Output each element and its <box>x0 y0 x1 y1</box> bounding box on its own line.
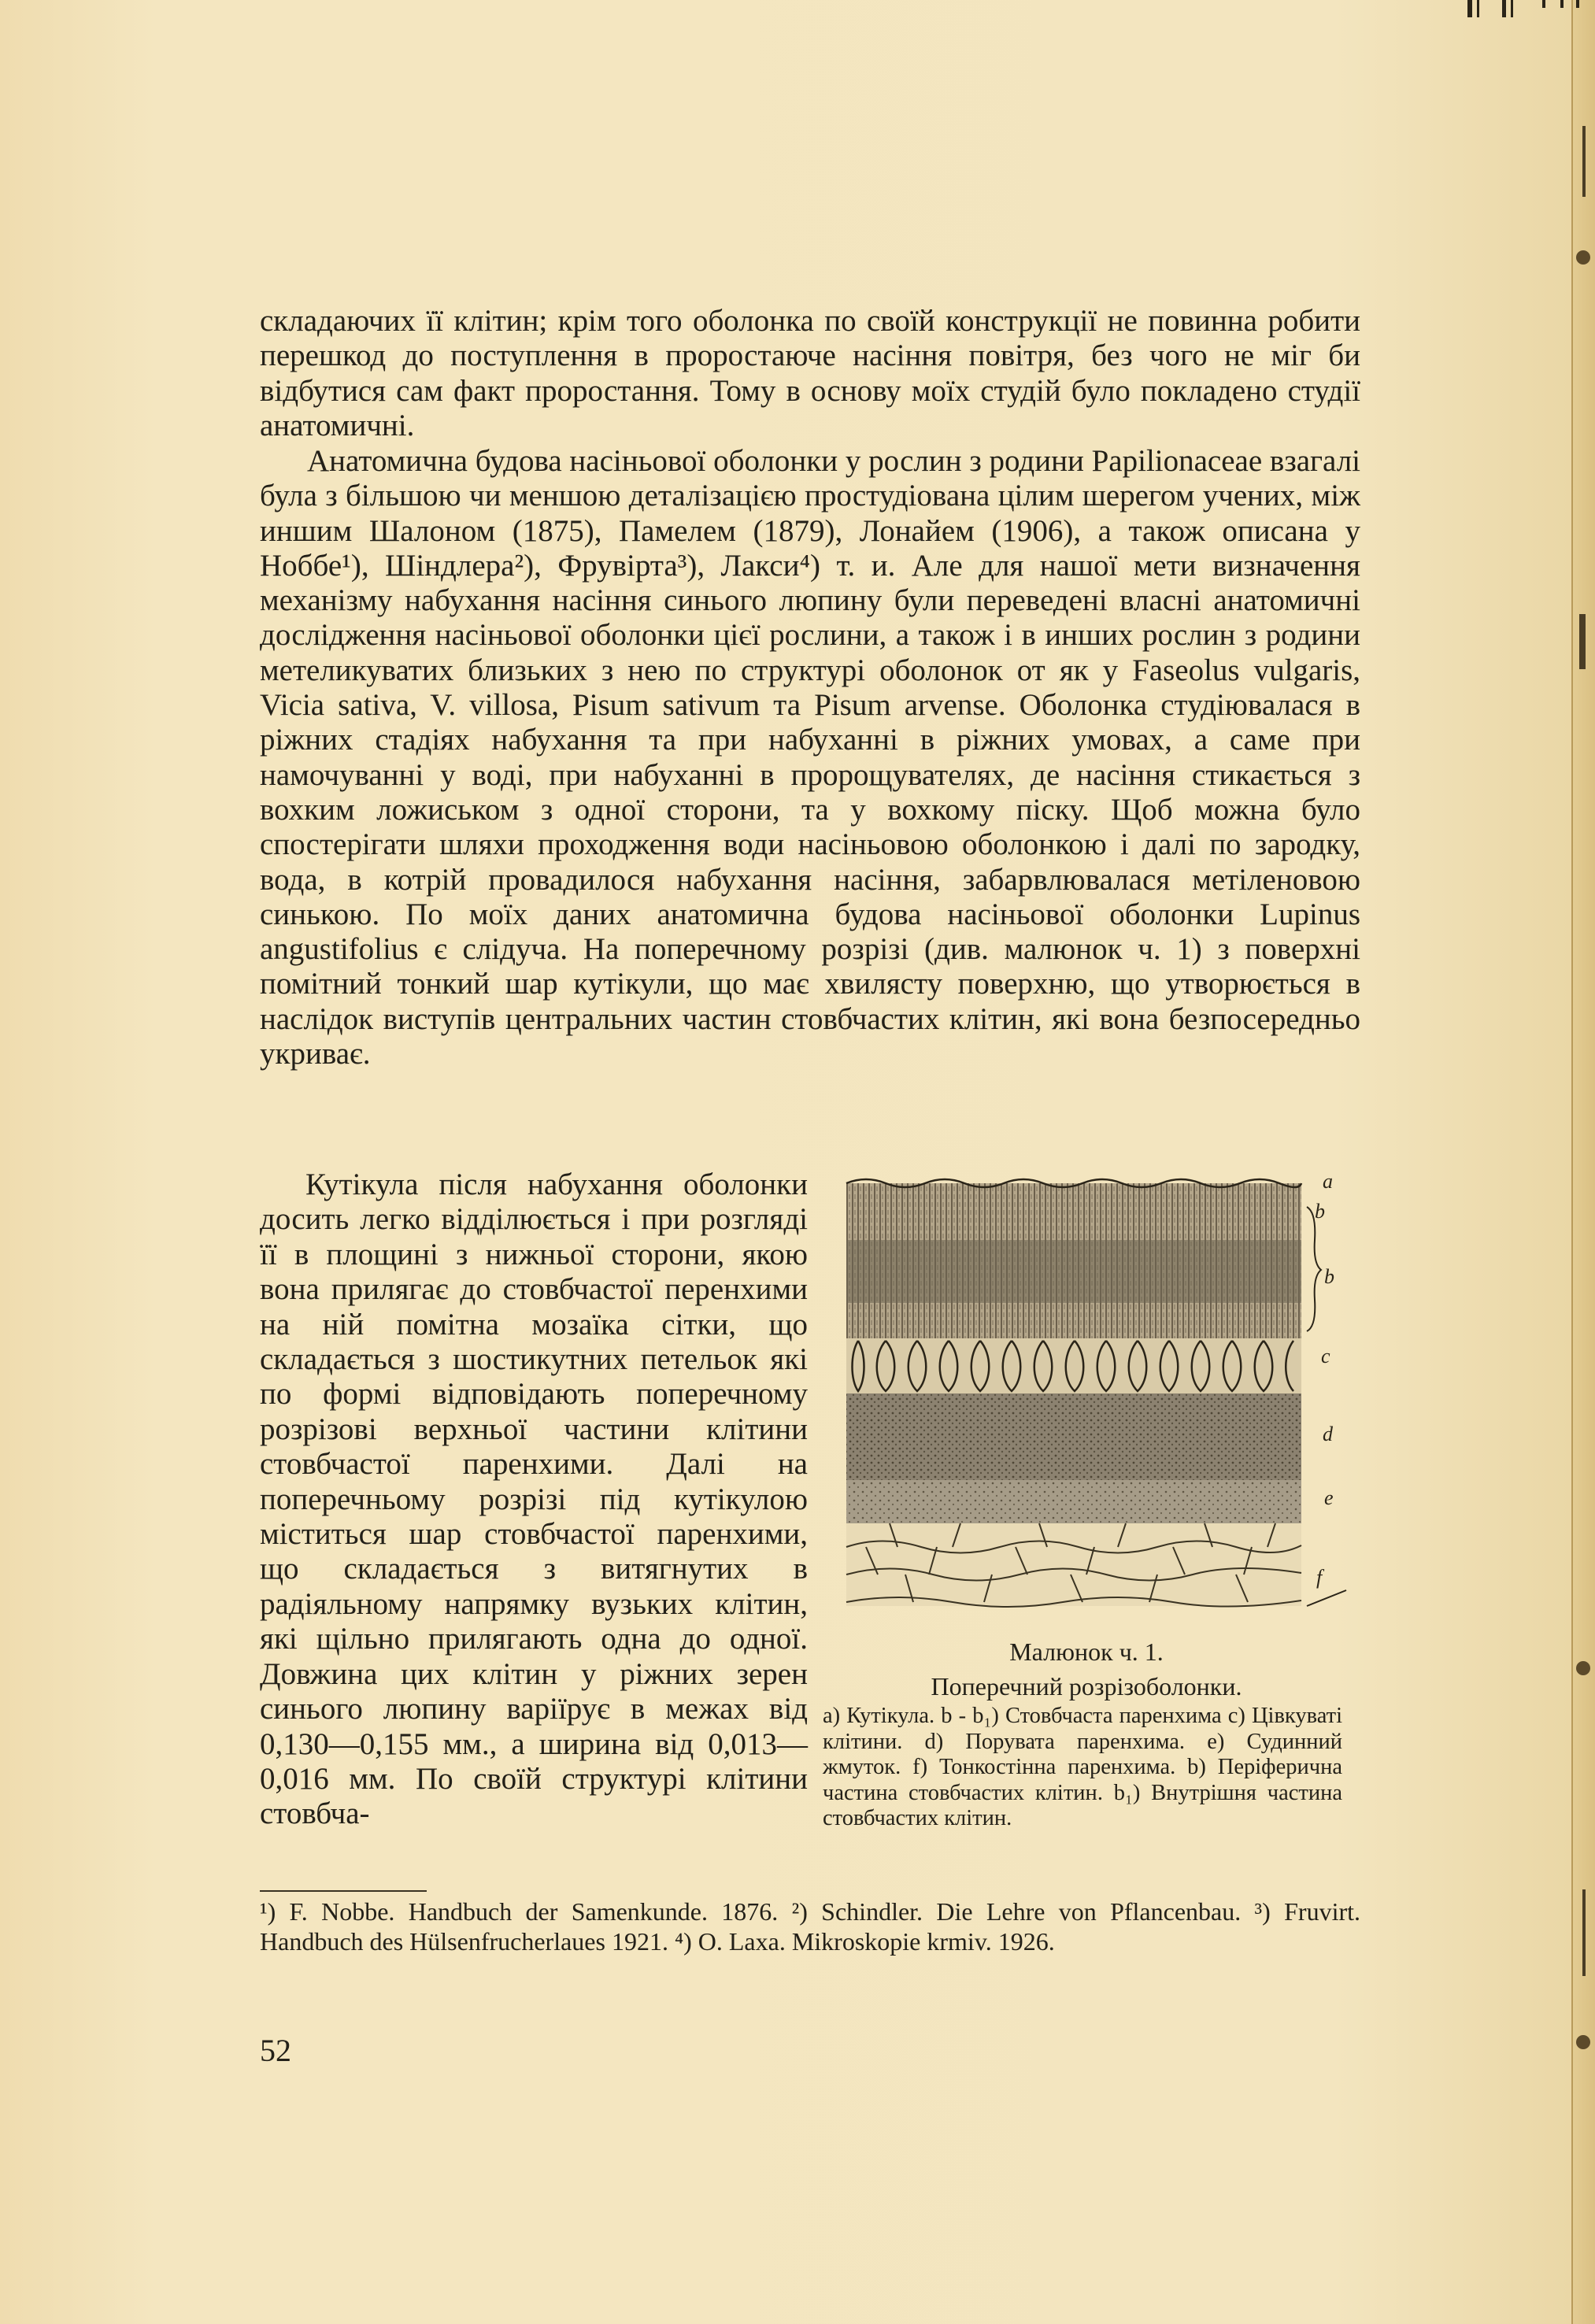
thin-wall-parenchyma <box>846 1523 1301 1606</box>
hourglass-layer <box>846 1338 1301 1393</box>
figure-illustration <box>835 1177 1386 1634</box>
footnote-rule <box>260 1890 427 1892</box>
label-e: e <box>1324 1486 1334 1509</box>
label-b1: b <box>1324 1265 1334 1288</box>
edge-mark <box>1579 614 1586 669</box>
edge-mark <box>1582 126 1586 197</box>
body-paragraph: складаючих її клітин; крім того оболонка по своїй конструкції не повинна робити перешкод до поступлення в проростаюче насіння повітря, без чого не міг би відбутися сам факт проростання. Тому в основу моїх студій було покладено студії анатомичні. <box>260 304 1360 442</box>
figure-title: Малюнок ч. 1. <box>1009 1638 1164 1666</box>
figure-subtitle: Поперечний розрізоболонки. <box>931 1672 1242 1700</box>
edge-mark <box>1576 2035 1590 2049</box>
figure-caption: a) Кутікула. b - b₁) Стовбчаста паренхима c) Цівкуваті клітини. d) Порувата паренхима. e) Судинний жмуток. f) Тонкостінна паренхима. b) Періферична частина стовбчастих клітин. b₁) Внутрішня частина стовбчастих клітин. <box>823 1704 1342 1830</box>
edge-mark <box>1576 1661 1590 1675</box>
vascular-bundle <box>846 1480 1301 1523</box>
label-c: c <box>1321 1345 1330 1367</box>
body-paragraph: Анатомична будова насіньової оболонки у рослин з родини Papilionaceae взагалі була з більшою чи меншою деталізацією простудіована цілим шерегом учених, між иншим Шалоном (1875), Памелем (1879), Лонайем (1906), а також описана у Ноббе¹), Шіндлера²), Фрувірта³), Лакси⁴) т. и. Але для нашої мети визначення механізму набухання насіння синього люпину були переведені власні анатомичні дослідження насіньової оболонки цієї рослини, а також і в инших рослин з родини метеликуватих близьких з нею по структурі оболонок от як у Faseolus vulgaris, Vicia sativa, V. villosa, Pisum sativum та Pisum arvense. Оболонка студіювалася в ріжних стадіях набухання та при набуханні в ріжних умовах, а саме при намочуванні у воді, при набуханні в пророщувателях, де насіння стикається з вохким ложиськом з одної сторони, та у вохкому піску. Щоб можна було спостерігати шляхи проходження води насіньовою оболонкою і далі по зародку, вода, в котрій провадилося набухання насіння, забарвлювалася метіленовою синькою. По моїх даних анатомична будова насіньової оболонки Lupinus angustifolius є слідуча. На поперечному розрізі (див. малюнок ч. 1) з поверхні помітний тонкий шар кутікули, що має хвилясту поверхню, що утворюється в наслідок виступів центральних частин стовбчастих клітин, які вона безпосередньо укриває. <box>260 444 1360 1071</box>
palisade-dark-band <box>846 1240 1301 1303</box>
page-number: 52 <box>260 2033 291 2068</box>
label-d: d <box>1323 1423 1333 1445</box>
footnotes: ¹) F. Nobbe. Handbuch der Samenkunde. 1876. ²) Schindler. Die Lehre von Pflancenbau. ³) Fruvirt. Handbuch des Hülsenfrucherlaues 1921. ⁴) O. Laxa. Mikroskopie krmiv. 1926. <box>260 1897 1360 1956</box>
edge-mark <box>1582 1889 1586 1976</box>
porous-parenchyma <box>846 1393 1301 1480</box>
left-column-paragraph: Кутікула після набухання оболонки досить легко відділюється і при розгляді її в площині з нижньої сторони, якою вона прилягає до стовбчастої перенхими на ній помітна мозаїка сітки, що складається з шостикутних петельок які по формі відповідають поперечному розрізові верхньої частини клітини стовбчастої паренхими. Далі на поперечньому розрізі під кутікулою міститься шар стовбчастої паренхими, що складається з витягнутих в радіяльному напрямку вузьких клітин, які щільно прилягають одна до одної. Довжина цих клітин у ріжних зерен синього люпину варіїрує в межах від 0,130—0,155 мм., а ширина від 0,013—0,016 мм. По своїй структурі клітини стовбча- <box>260 1168 808 1831</box>
label-a: a <box>1323 1177 1333 1193</box>
edge-mark <box>1576 250 1590 265</box>
label-b: b <box>1315 1200 1325 1223</box>
label-f: f <box>1316 1566 1323 1589</box>
scan-marks <box>1467 0 1586 20</box>
